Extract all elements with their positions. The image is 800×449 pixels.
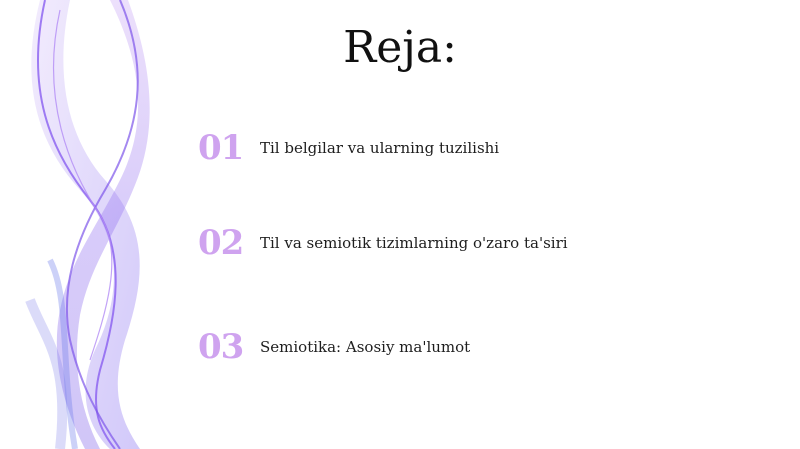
agenda-item-text: Til belgilar va ularning tuzilishi — [260, 139, 500, 157]
agenda-item-text: Til va semiotik tizimlarning o'zaro ta'siri — [260, 234, 568, 252]
agenda-item-2 — [198, 221, 568, 265]
agenda-item-3 — [198, 325, 470, 369]
agenda-item-1 — [198, 126, 499, 170]
decorative-ribbon-graphic — [0, 0, 200, 449]
agenda-item-number: 01 — [198, 128, 244, 168]
agenda-item-number: 02 — [198, 223, 244, 263]
agenda-item-text: Semiotika: Asosiy ma'lumot — [260, 338, 471, 356]
agenda-item-number: 03 — [198, 327, 244, 367]
slide-title: Reja: — [343, 22, 457, 73]
